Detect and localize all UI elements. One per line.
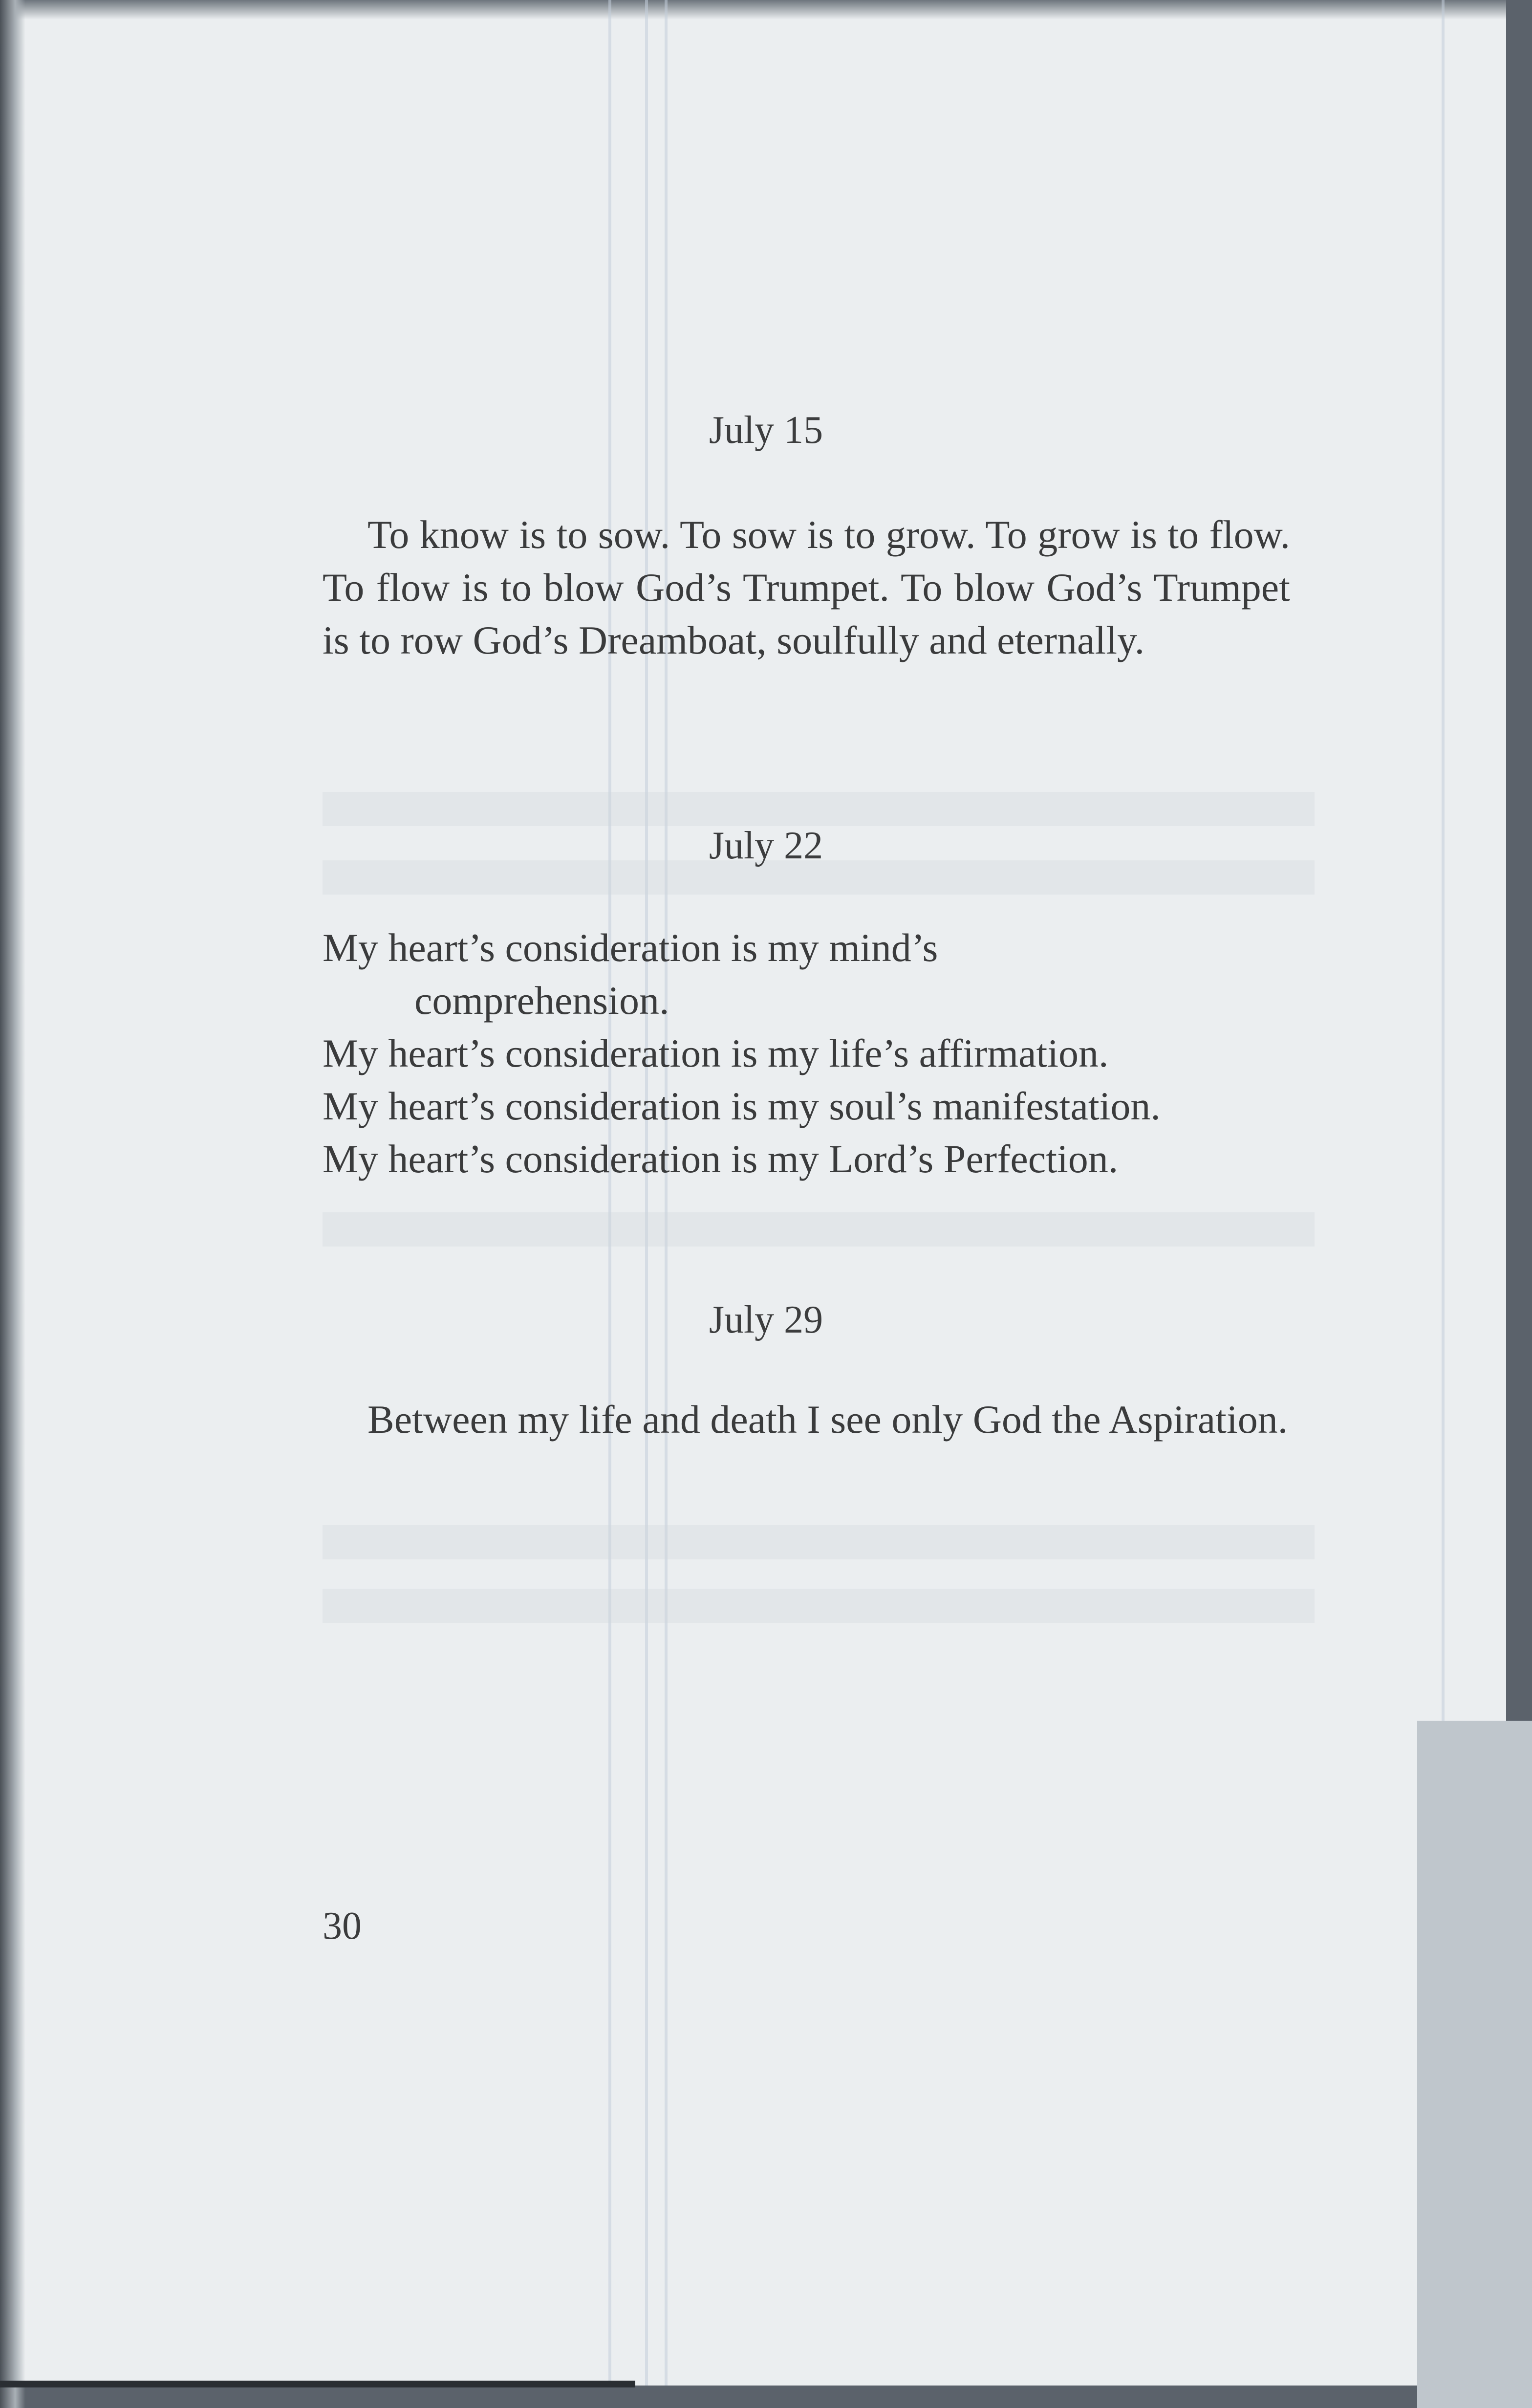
entry-text: To know is to sow. To sow is to grow. To grow is to flow. To flow is to blow God’s Trumpet. To blow God’s Trumpet is to row God’s Dreamboat, soulfully and eternally.: [323, 512, 1290, 662]
entry-heading: July 15: [709, 409, 823, 452]
scan-edge-left: [0, 0, 25, 2408]
show-through-text: [323, 1212, 1315, 1247]
scan-shadow-right: [1417, 1721, 1532, 2408]
poem-line: My heart’s consideration is my soul’s manifestation.: [323, 1084, 1161, 1128]
poem-line: comprehension.: [414, 978, 669, 1023]
scan-artifact-line: [665, 0, 668, 2386]
poem-line: My heart’s consideration is my mind’s: [323, 925, 938, 970]
page-number: 30: [323, 1905, 362, 1948]
scan-edge-bottom: [0, 2381, 635, 2387]
entry-heading: July 22: [709, 824, 823, 867]
show-through-text: [323, 792, 1315, 826]
poem-line: My heart’s consideration is my life’s affirmation.: [323, 1031, 1109, 1075]
entry-text: Between my life and death I see only God the Aspiration.: [367, 1397, 1288, 1442]
scan-edge-top: [0, 0, 1506, 20]
poem-line: My heart’s consideration is my Lord’s Perfection.: [323, 1137, 1119, 1181]
scan-artifact-line: [645, 0, 648, 2386]
entry-poem: [323, 921, 1349, 1185]
entry-heading: July 29: [709, 1298, 823, 1341]
show-through-text: [323, 1589, 1315, 1623]
scan-artifact-line: [608, 0, 611, 2386]
show-through-text: [323, 1525, 1315, 1559]
